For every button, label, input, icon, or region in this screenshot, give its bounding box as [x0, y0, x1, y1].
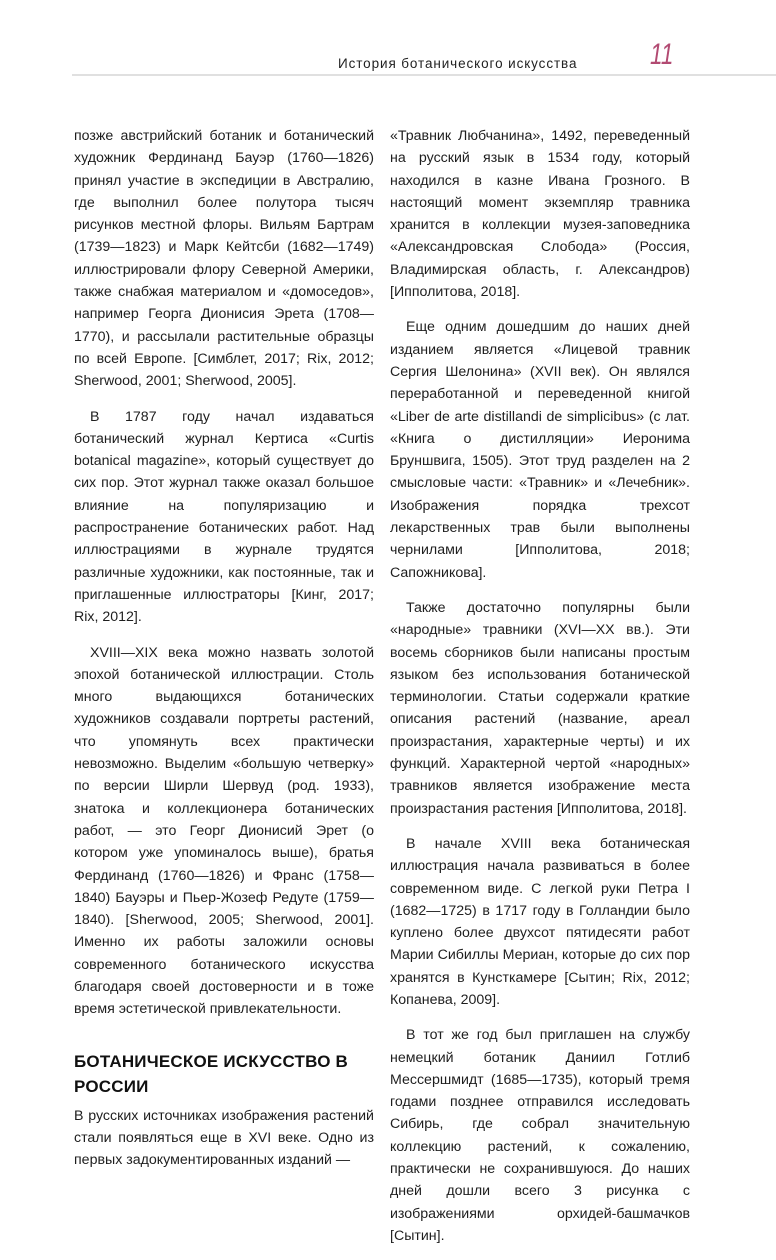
- paragraph: позже австрийский ботаник и ботанический художник Фердинанд Бауэр (1760—1826) принял участие в экспедиции в Австралию, где выполнил более полутора тысяч рисунков местной флоры. Вильям Бартрам (1739—1823) и Марк Кейтсби (1682—1749) иллюстрировали флору Северной Америки, также снабжая материалом и «домоседов», например Георга Дионисия Эрета (1708—1770), и рассылали растительные образцы по всей Европе. [Симблет, 2017; Rix, 2012; Sherwood, 2001; Sherwood, 2005].: [74, 128, 374, 390]
- paragraph: Также достаточно популярны были «народные» травники (XVI—XX вв.). Эти восемь сборников были написаны простым языком без использования ботанической терминологии. Статьи содержали краткие описания растений (название, ареал произрастания, характерные черты) и их функций. Характерной чертой «народных» травников является изображение места произрастания растения [Ипполитова, 2018].: [390, 599, 690, 817]
- right-column: [390, 125, 690, 1260]
- paragraph: В тот же год был приглашен на службу немецкий ботаник Даниил Готлиб Мессершмидт (1685—1735), который тремя годами позднее отправился исследовать Сибирь, где собрал значительную коллекцию растений, к сожалению, практически не сохранившуюся. До наших дней дошли всего 3 рисунка с изображениями орхидей-башмачков [Сытин].: [390, 1027, 690, 1244]
- section-heading: БОТАНИЧЕСКОЕ ИСКУССТВО В РОССИИ: [74, 1051, 349, 1096]
- page-number: 11: [650, 38, 674, 71]
- paragraph: В русских источниках изображения растений стали появляться еще в XVI веке. Одно из первых задокументированных изданий —: [74, 1107, 374, 1169]
- paragraph: Еще одним дошедшим до наших дней изданием является «Лицевой травник Сергия Шелонина» (XVII век). Он являлся переработанной и переведенной книгой «Liber de arte distillandi de simplicibus» (с лат. «Книга о дистилляции» Иеронима Бруншвига, 1505). Этот труд разделен на 2 смысловые части: «Травник» и «Лечебник». Изображения порядка трехсот лекарственных трав были выполнены чернилами [Ипполитова, 2018; Сапожникова].: [390, 319, 690, 581]
- paragraph: XVIII—XIX века можно назвать золотой эпохой ботанической иллюстрации. Столь много выдающихся ботанических художников создавали портреты растений, что упомянуть всех практически невозможно. Выделим «большую четверку» по версии Ширли Шервуд (род. 1933), знатока и коллекционера ботанических работ, — это Георг Дионисий Эрет (о котором уже упоминалось выше), братья Фердинанд (1760—1826) и Франс (1758—1840) Бауэры и Пьер-Жозеф Редуте (1759—1840). [Sherwood, 2005; Sherwood, 2001]. Именно их работы заложили основы современного ботанического искусства благодаря своей достоверности и в тоже время эстетической привлекательности.: [74, 644, 374, 1018]
- paragraph: В 1787 году начал издаваться ботанический журнал Кертиса «Curtis botanical magazine», который существует до сих пор. Этот журнал также оказал большое влияние на популяризацию и распространение ботанических работ. Над иллюстрациями в журнале трудятся различные художники, как постоянные, так и приглашенные иллюстраторы [Кинг, 2017; Rix, 2012].: [74, 408, 374, 626]
- left-column: [74, 125, 374, 1184]
- paragraph: «Травник Любчанина», 1492, переведенный на русский язык в 1534 году, который находился в казне Ивана Грозного. В настоящий момент экземпляр травника хранится в коллекции музея-заповедника «Александровская Слобода» (Россия, Владимирская область, г. Александров) [Ипполитова, 2018].: [390, 128, 690, 301]
- paragraph: В начале XVIII века ботаническая иллюстрация начала развиваться в более современном виде. С легкой руки Петра I (1682—1725) в 1717 году в Голландии было куплено более двухсот пятидесяти работ Марии Сибиллы Мериан, которые до сих пор хранятся в Кунсткамере [Сытин; Rix, 2012; Копанева, 2009].: [390, 835, 690, 1008]
- running-head: [0, 0, 776, 76]
- running-title: История ботанического искусства: [338, 56, 578, 71]
- header-divider: [72, 74, 776, 76]
